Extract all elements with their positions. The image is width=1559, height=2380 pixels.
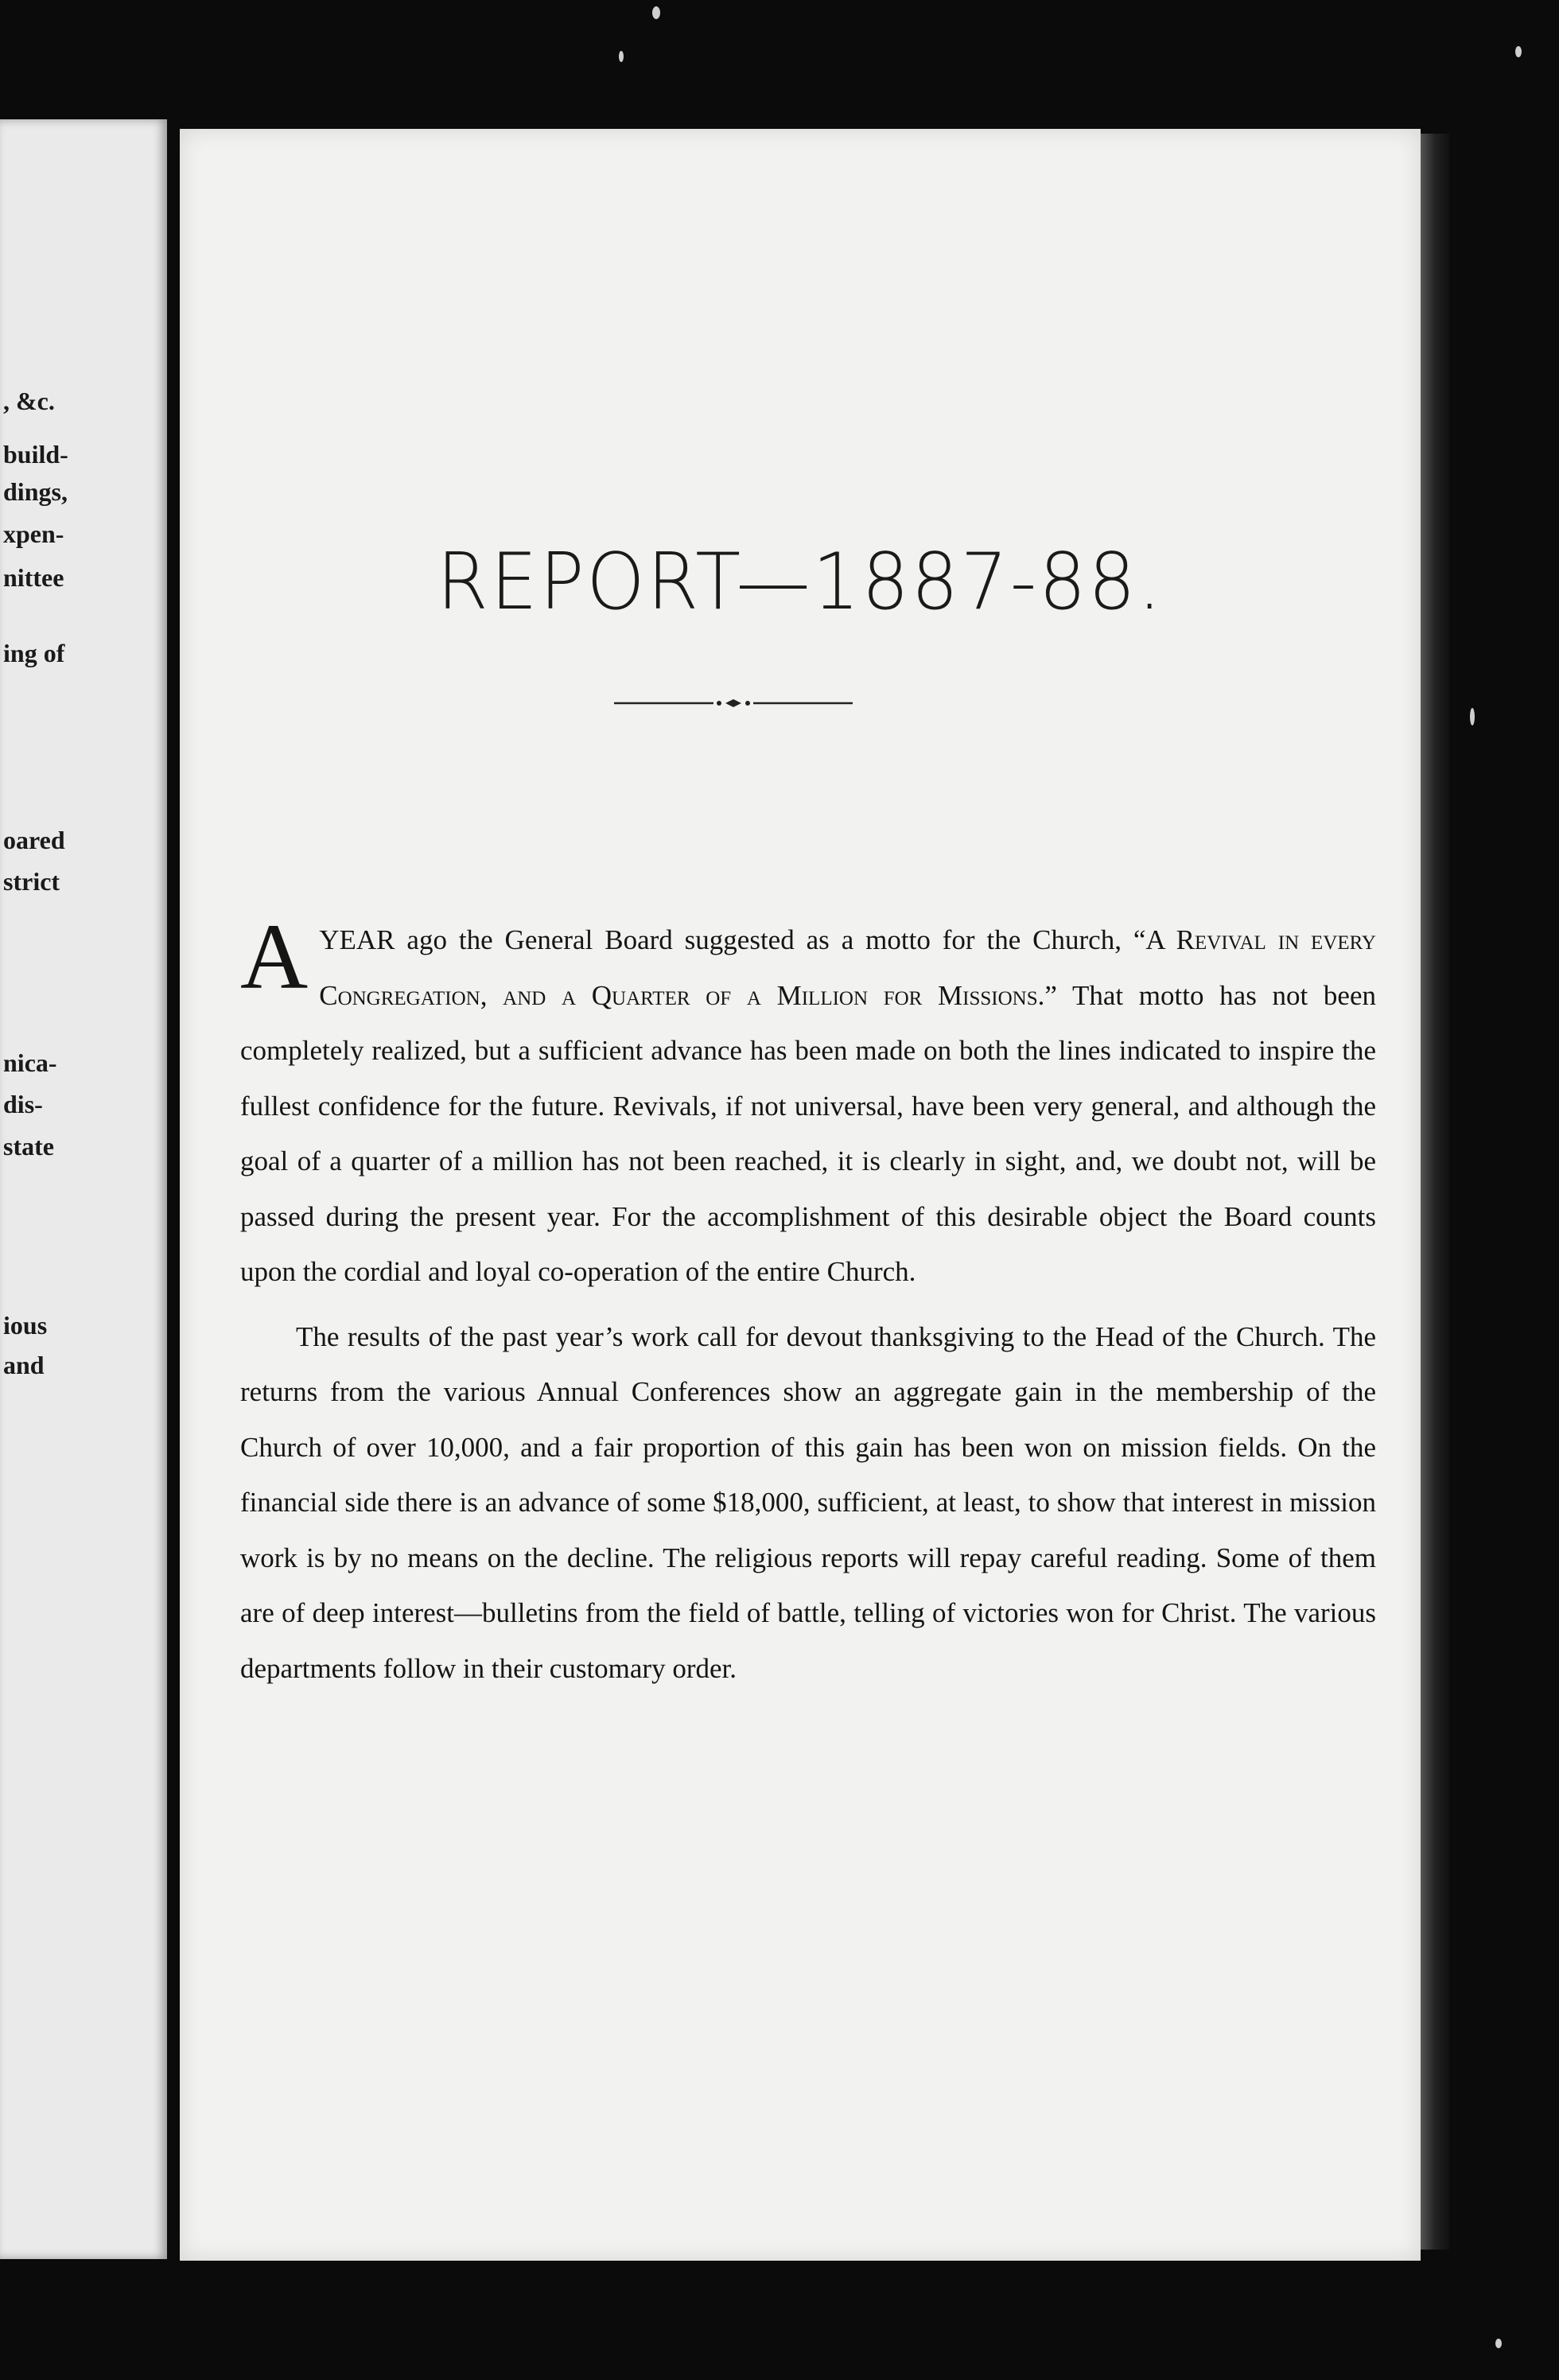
paragraph-1 xyxy=(240,904,1376,1300)
facing-page-fragment: , &c. xyxy=(3,387,55,415)
facing-page-fragment: state xyxy=(3,1132,54,1161)
facing-page-fragment: nittee xyxy=(3,563,64,592)
film-speck xyxy=(652,6,660,19)
film-speck xyxy=(1515,46,1522,57)
facing-page-fragment: oared xyxy=(3,826,65,854)
facing-page-fragment: strict xyxy=(3,867,60,896)
facing-page-fragment: and xyxy=(3,1351,45,1379)
facing-page-fragment: dis- xyxy=(3,1090,43,1118)
report-body xyxy=(240,904,1376,1696)
paragraph-1-end: ” That motto has not been completely realized, but a sufficient advance has been made on both the lines indicated to inspire the fullest confidence for the future. Revivals, if not universal, have been very general, and although the goal of a quarter of a million has not been reached, it is clearly in sight, and, we doubt not, will be passed during the present year. For the accomplishment of this desirable object the Board counts upon the cordial and loyal co-operation of the entire Church. xyxy=(240,979,1376,1287)
facing-page-fragment: ious xyxy=(3,1311,48,1340)
paragraph-1-start: YEAR ago the General Board suggested as a motto for the Church, “ xyxy=(319,924,1146,955)
film-speck xyxy=(1495,2339,1502,2348)
drop-cap: A xyxy=(240,904,309,1009)
film-speck xyxy=(619,51,624,62)
motto-text: A Revival in every Congregation, and a Quarter of a Million for Missions. xyxy=(319,924,1376,1011)
facing-page-fragment: build- xyxy=(3,440,68,469)
facing-page-fragment: xpen- xyxy=(3,519,64,548)
page-edge-shadow xyxy=(1421,134,1449,2250)
paragraph-2: The results of the past year’s work call for devout thanksgiving to the Head of the Church. The returns from the various Annual Conferences show an aggregate gain in the membership of the Church of over 10,000, and a fair proportion of this gain has been won on mission fields. On the financial side there is an advance of some $18,000, sufficient, at least, to show that interest in mission work is by no means on the decline. The religious reports will repay careful reading. Some of them are of deep interest—bulletins from the field of battle, telling of victories won for Christ. The various departments follow in their customary order. xyxy=(240,1320,1376,1684)
facing-page-fragment: ing of xyxy=(3,639,65,667)
page-title: REPORT—1887-88. xyxy=(437,537,1164,628)
facing-page-fragment: dings, xyxy=(3,477,68,506)
facing-page xyxy=(0,119,167,2259)
facing-page-fragment: nica- xyxy=(3,1048,57,1077)
book-page xyxy=(180,129,1421,2261)
film-speck xyxy=(1470,708,1475,725)
ornament-divider xyxy=(614,695,853,711)
